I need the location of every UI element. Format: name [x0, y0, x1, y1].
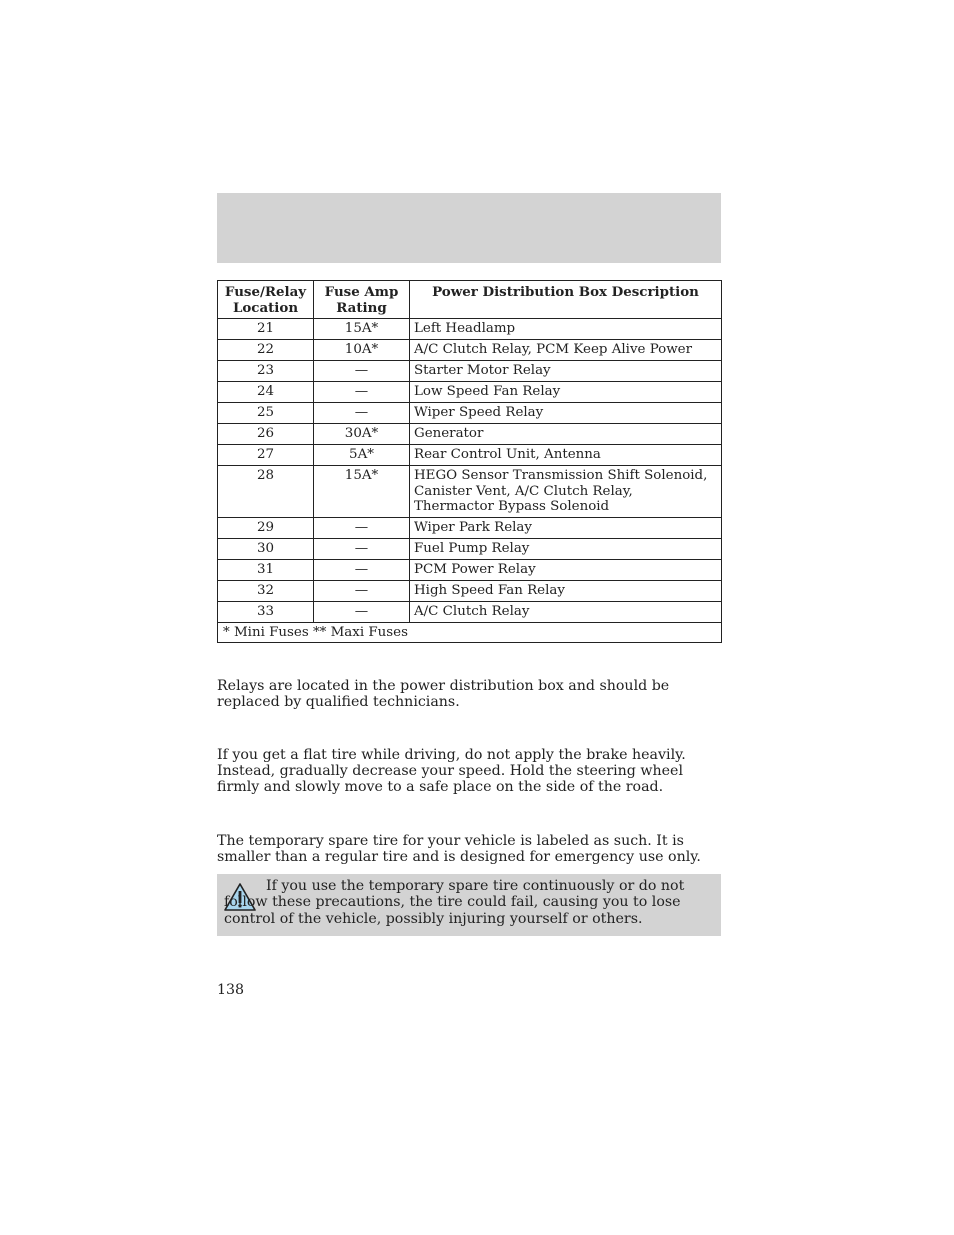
- cell-rating: —: [314, 538, 410, 559]
- cell-description: Starter Motor Relay: [410, 361, 722, 382]
- cell-description: Low Speed Fan Relay: [410, 382, 722, 403]
- table-row: [218, 517, 722, 538]
- cell-rating: 30A*: [314, 424, 410, 445]
- table-row: [218, 361, 722, 382]
- cell-rating: —: [314, 382, 410, 403]
- cell-rating: —: [314, 361, 410, 382]
- cell-description: PCM Power Relay: [410, 559, 722, 580]
- header-location: Fuse/Relay Location: [218, 281, 314, 319]
- cell-description: A/C Clutch Relay, PCM Keep Alive Power: [410, 340, 722, 361]
- cell-description: Wiper Park Relay: [410, 517, 722, 538]
- cell-rating: —: [314, 559, 410, 580]
- spare-tire-paragraph: The temporary spare tire for your vehicle is labeled as such. It is smaller than a regular tire and is designed for emergency use only.: [217, 833, 701, 866]
- cell-location: 28: [218, 466, 314, 518]
- cell-rating: —: [314, 517, 410, 538]
- table-row: [218, 382, 722, 403]
- flat-tire-paragraph: If you get a flat tire while driving, do not apply the brake heavily. Instead, gradually decrease your speed. Hold the steering wheel firmly and slowly move to a safe place on the side of the road.: [217, 747, 686, 796]
- table-row: [218, 466, 722, 518]
- table-row: [218, 403, 722, 424]
- table-row: [218, 601, 722, 622]
- cell-location: 29: [218, 517, 314, 538]
- cell-description: Fuel Pump Relay: [410, 538, 722, 559]
- relays-paragraph: Relays are located in the power distribution box and should be replaced by qualified technicians.: [217, 678, 670, 711]
- table-row: [218, 424, 722, 445]
- cell-location: 23: [218, 361, 314, 382]
- cell-rating: 15A*: [314, 466, 410, 518]
- cell-location: 27: [218, 445, 314, 466]
- table-row: [218, 445, 722, 466]
- header-band: [217, 193, 721, 263]
- cell-description: Left Headlamp: [410, 319, 722, 340]
- cell-rating: 15A*: [314, 319, 410, 340]
- fuse-table: [217, 280, 722, 643]
- cell-description: Wiper Speed Relay: [410, 403, 722, 424]
- cell-rating: 5A*: [314, 445, 410, 466]
- cell-location: 24: [218, 382, 314, 403]
- table-footnote-row: [218, 622, 722, 643]
- table-footnote: * Mini Fuses ** Maxi Fuses: [218, 622, 722, 643]
- warning-text: If you use the temporary spare tire continuously or do not follow these precautions, the tire could fail, causing you to lose control of the vehicle, possibly injuring yourself or others.: [224, 878, 685, 927]
- cell-location: 31: [218, 559, 314, 580]
- cell-rating: 10A*: [314, 340, 410, 361]
- cell-rating: —: [314, 601, 410, 622]
- cell-description: Rear Control Unit, Antenna: [410, 445, 722, 466]
- cell-description: High Speed Fan Relay: [410, 580, 722, 601]
- cell-rating: —: [314, 403, 410, 424]
- cell-location: 22: [218, 340, 314, 361]
- table-row: [218, 538, 722, 559]
- cell-description: Generator: [410, 424, 722, 445]
- fuse-table-body: [218, 319, 722, 623]
- cell-location: 32: [218, 580, 314, 601]
- cell-location: 21: [218, 319, 314, 340]
- table-row: [218, 319, 722, 340]
- page-number: 138: [217, 982, 245, 998]
- cell-location: 30: [218, 538, 314, 559]
- table-header-row: [218, 281, 722, 319]
- cell-description: A/C Clutch Relay: [410, 601, 722, 622]
- table-row: [218, 580, 722, 601]
- header-rating: Fuse Amp Rating: [314, 281, 410, 319]
- cell-description: HEGO Sensor Transmission Shift Solenoid, Canister Vent, A/C Clutch Relay, Thermactor Bypass Solenoid: [410, 466, 722, 518]
- header-description: Power Distribution Box Description: [410, 281, 722, 319]
- warning-box: [217, 874, 721, 936]
- cell-location: 25: [218, 403, 314, 424]
- cell-rating: —: [314, 580, 410, 601]
- cell-location: 26: [218, 424, 314, 445]
- cell-location: 33: [218, 601, 314, 622]
- table-row: [218, 559, 722, 580]
- table-row: [218, 340, 722, 361]
